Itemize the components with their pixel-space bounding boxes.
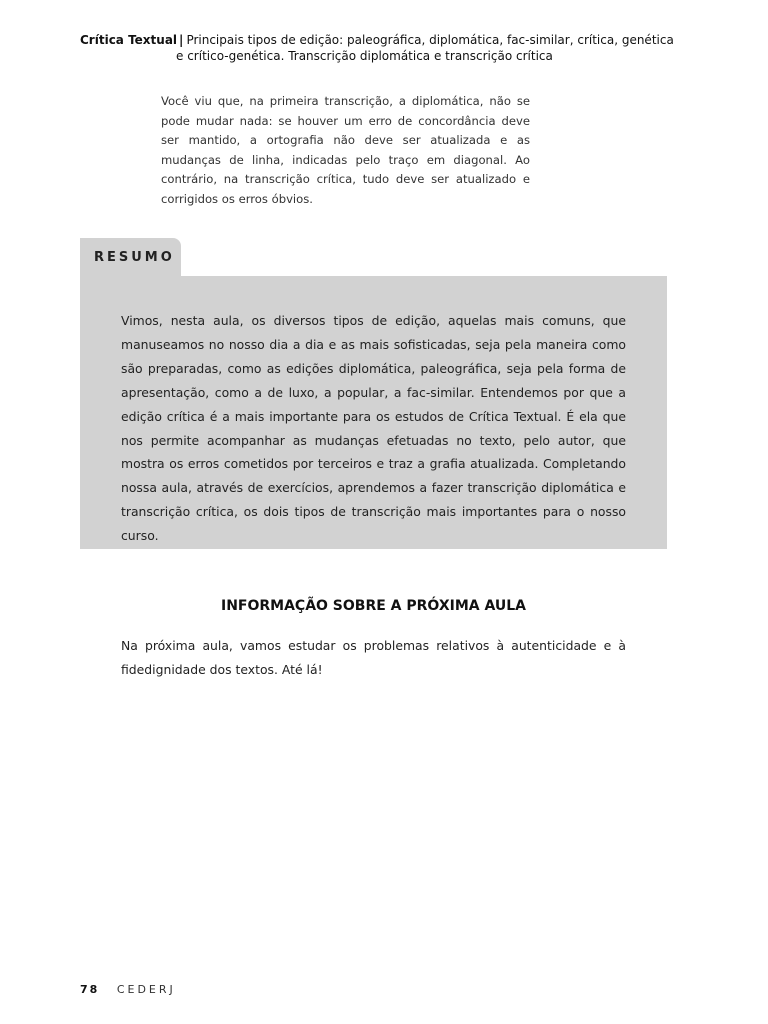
next-class-body bbox=[121, 634, 626, 682]
running-header-line-1 bbox=[80, 32, 680, 48]
chapter-title-line-1: Principais tipos de edição: paleográfica, diplomática, fac-similar, crítica, genética bbox=[186, 33, 674, 47]
resumo-paragraph: Vimos, nesta aula, os diversos tipos de edição, aquelas mais comuns, que manuseamos no nosso dia a dia e as mais sofisticadas, seja pela maneira como são preparadas, como as edições diplomática, paleográfica, seja pela forma de apresentação, como a de luxo, a popular, a fac-similar. Entendemos por que a edição crítica é a mais importante para os estudos de Crítica Textual. É ela que nos permite acompanhar as mudanças efetuadas no texto, pelo autor, que mostra os erros cometidos por terceiros e traz a grafia atualizada. Completando nossa aula, através de exercícios, aprendemos a fazer transcrição diplomática e transcrição crítica, os dois tipos de transcrição mais importantes para o nosso curso. bbox=[121, 313, 626, 544]
next-class-heading: INFORMAÇÃO SOBRE A PRÓXIMA AULA bbox=[220, 598, 527, 614]
intro-paragraph-block bbox=[161, 92, 530, 210]
header-separator: | bbox=[179, 33, 184, 47]
resumo-box bbox=[80, 276, 667, 549]
resumo-label: RESUMO bbox=[94, 250, 175, 265]
resumo-tab bbox=[80, 238, 181, 278]
book-title: Crítica Textual bbox=[80, 33, 178, 47]
page-footer bbox=[80, 983, 176, 996]
publisher-name: CEDERJ bbox=[116, 983, 176, 996]
chapter-title-line-2: e crítico-genética. Transcrição diplomática e transcrição crítica bbox=[176, 49, 553, 63]
resumo-text-block bbox=[121, 309, 626, 548]
next-class-paragraph: Na próxima aula, vamos estudar os problemas relativos à autenticidade e à fidedignidade dos textos. Até lá! bbox=[121, 638, 626, 677]
intro-paragraph: Você viu que, na primeira transcrição, a diplomática, não se pode mudar nada: se houver um erro de concordância deve ser mantido, a ortografia não deve ser atualizada e as mudanças de linha, indicadas pelo traço em diagonal. Ao contrário, na transcrição crítica, tudo deve ser atualizado e corrigidos os erros óbvios. bbox=[161, 94, 530, 206]
page-number: 78 bbox=[80, 983, 100, 996]
running-header bbox=[80, 32, 680, 64]
